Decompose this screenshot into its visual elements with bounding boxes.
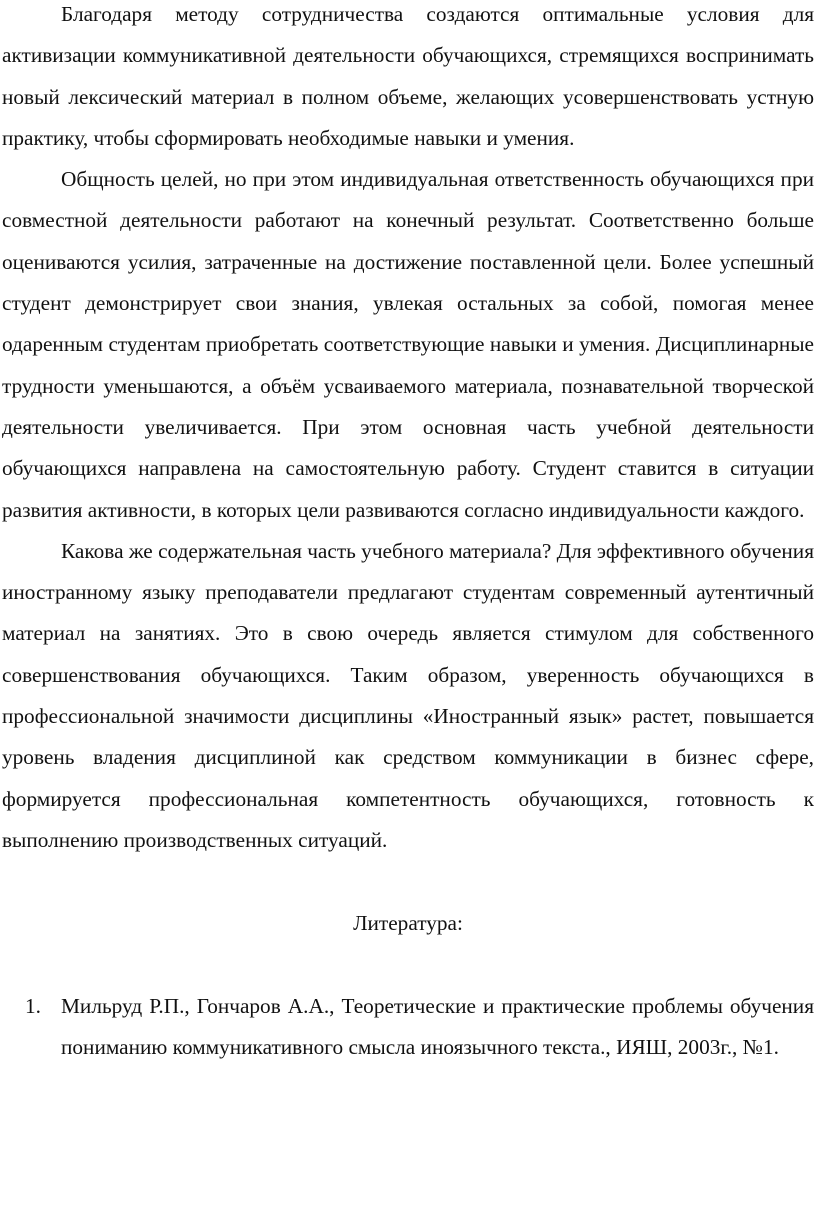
paragraph-collaboration-method: Благодаря методу сотрудничества создаются оптимальные условия для активизации коммуникативной деятельности обучающихся, стремящихся воспринимать новый лексический материал в полном объеме, желающих усовершенствовать устную практику, чтобы сформировать необходимые навыки и умения. xyxy=(2,2,814,150)
paragraph-content-material: Какова же содержательная часть учебного материала? Для эффективного обучения иностранному языку преподаватели предлагают студентам современный аутентичный материал на занятиях. Это в свою очередь является стимулом для собственного совершенствования обучающихся. Таким образом, уверенность обучающихся в профессиональной значимости дисциплины «Иностранный язык» растет, повышается уровень владения дисциплиной как средством коммуникации в бизнес сфере, формируется профессиональная компетентность обучающихся, готовность к выполнению производственных ситуаций. xyxy=(2,538,814,852)
reference-item xyxy=(2,986,814,1069)
reference-text: Мильруд Р.П., Гончаров А.А., Теоретические и практические проблемы обучения пониманию коммуникативного смысла иноязычного текста., ИЯШ, 2003г., №1. xyxy=(61,993,814,1059)
references-list xyxy=(2,986,814,1069)
references-heading: Литература: xyxy=(353,911,463,936)
reference-number: 1. xyxy=(25,993,41,1018)
paragraph-common-goals: Общность целей, но при этом индивидуальная ответственность обучающихся при совместной деятельности работают на конечный результат. Соответственно больше оцениваются усилия, затраченные на достижение поставленной цели. Более успешный студент демонстрирует свои знания, увлекая остальных за собой, помогая менее одаренным студентам приобретать соответствующие навыки и умения. Дисциплинарные трудности уменьшаются, а объём усваиваемого материала, познавательной творческой деятельности увеличивается. При этом основная часть учебной деятельности обучающихся направлена на самостоятельную работу. Студент ставится в ситуации развития активности, в которых цели развиваются согласно индивидуальности каждого. xyxy=(2,167,814,522)
